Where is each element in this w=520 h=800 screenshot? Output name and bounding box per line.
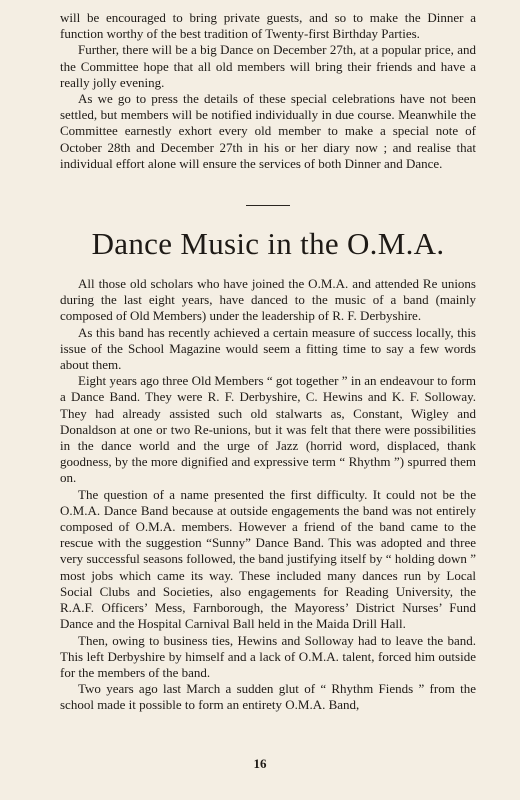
article-body	[60, 276, 476, 713]
intro-paragraph: Further, there will be a big Dance on December 27th, at a popular price, and the Committee hope that all old members will bring their friends and have a really jolly evening.	[60, 42, 476, 90]
article-title: Dance Music in the O.M.A.	[91, 226, 445, 262]
page-number: 16	[253, 756, 267, 771]
article-paragraph: The question of a name presented the first difficulty. It could not be the O.M.A. Dance Band because at outside engagements the band was not entirely composed of O.M.A. members. However a friend of the band came to the rescue with the suggestion “Sunny” Dance Band. This was adopted and three very successful seasons followed, the band justifying itself by “ holding down ” most jobs which came its way. These included many dances run by Local Social Clubs and Societies, also engagements for Reading University, the R.A.F. Officers’ Mess, Farnborough, the Mayoress’ District Nurses’ Fund Dance and the Hospital Carnival Ball held in the Maida Drill Hall.	[60, 486, 476, 632]
article-paragraph: All those old scholars who have joined the O.M.A. and attended Re unions during the last eight years, have danced to the music of a band (mainly composed of Old Members) under the leadership of R. F. Derbyshire.	[60, 276, 476, 324]
article-paragraph: Two years ago last March a sudden glut of “ Rhythm Fiends ” from the school made it possible to form an entirety O.M.A. Band,	[60, 681, 476, 713]
intro-paragraph: will be encouraged to bring private guests, and so to make the Dinner a function worthy of the best tradition of Twenty-first Birthday Parties.	[60, 10, 476, 42]
intro-section	[60, 10, 476, 172]
intro-paragraph: As we go to press the details of these special celebrations have not been settled, but members will be notified individually in due course. Meanwhile the Committee earnestly exhort every old member to make a special note of October 28th and December 27th in his or her diary now ; and realise that individual effort alone will ensure the services of both Dinner and Dance.	[60, 91, 476, 171]
article-paragraph: Eight years ago three Old Members “ got together ” in an endeavour to form a Dance Band. They were R. F. Derbyshire, C. Hewins and K. F. Solloway. They had already assisted such old stalwarts as, Constant, Wigley and Donaldson at one or two Re-unions, but it was felt that there were possibilities in the dance world and the urge of Jazz (horrid word, displaced, thank goodness, by the more dignified and expressive term “ Rhythm ”) spurred them on.	[60, 373, 476, 486]
article-paragraph: As this band has recently achieved a certain measure of success locally, this issue of the School Magazine would seem a fitting time to say a few words about them.	[60, 324, 476, 373]
section-divider	[246, 205, 290, 206]
article-paragraph: Then, owing to business ties, Hewins and Solloway had to leave the band. This left Derbyshire by himself and a lack of O.M.A. talent, forced him outside for the members of the band.	[60, 632, 476, 680]
